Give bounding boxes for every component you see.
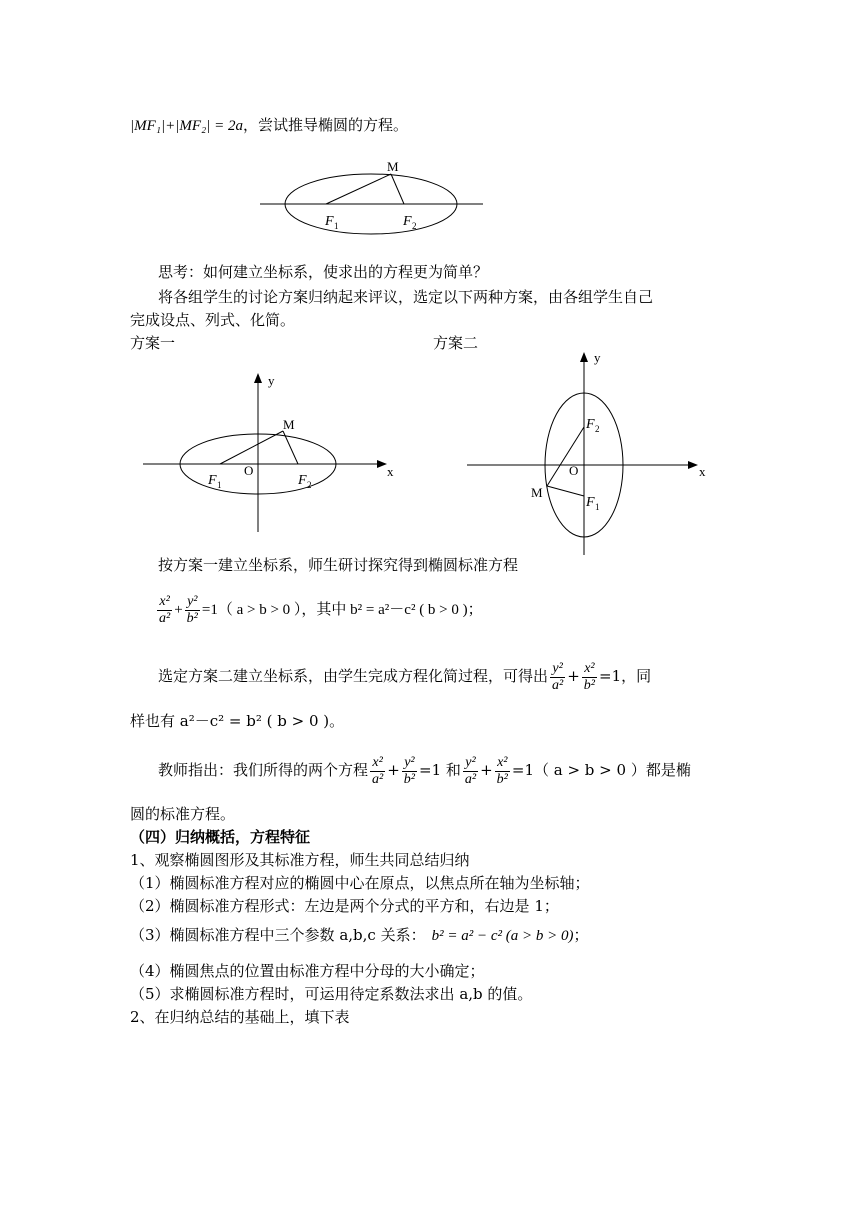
item-1: 1、观察椭圆图形及其标准方程，师生共同总结归纳 [130,851,470,869]
point-m-label: M [387,159,399,174]
discussion-paragraph-line1: 将各组学生的讨论方案归纳起来评议，选定以下两种方案，由各组学生自己 [158,288,654,306]
point-m-label: M [531,485,543,500]
focus-f1-label: F [208,473,217,488]
ellipse-figure-top [255,155,490,235]
plan-two-paragraph-line1: 选定方案二建立坐标系，由学生完成方程化简过程，可得出 $\frac{\text{y²}}{\text{a²}}$ + $\frac{\text{x²}}{\text{b²}}$ =1，同 [158,660,652,693]
focus-f2-subscript: 2 [307,480,312,490]
teacher-paragraph-line1: 教师指出：我们所得的两个方程 $\frac{\text{x²}}{\text{a²}}$ + $\frac{\text{y²}}{\text{b²}}$ =1 和 $\frac{\text{y²}}{\text{a²}}$ + $\frac{\text{x²}}{\text{b²}}$ =1（ a > b > 0 ）都是椭 [158,754,691,787]
plan-two-paragraph-line2: 样也有 a²－c² = b² ( b > 0 )。 [130,712,345,730]
focus-f1-subscript: 1 [334,221,339,231]
point-m-label: M [283,417,295,432]
item-2: 2、在归纳总结的基础上，填下表 [130,1008,350,1026]
x-axis-label: x [387,464,394,479]
plan-one-figure [140,365,400,535]
think-question: 思考：如何建立坐标系，使求出的方程更为简单？ [158,263,489,281]
section-title: （四）归纳概括，方程特征 [130,828,311,846]
sub-item-2: （2）椭圆标准方程形式：左边是两个分式的平方和，右边是 1； [130,897,559,915]
focus-f1-subscript: 1 [217,480,222,490]
focal-sum-equation: |MF₁|+|MF₂| = 2a [130,118,243,134]
sub-item-5: （5）求椭圆标准方程时，可运用待定系数法求出 a,b 的值。 [130,985,533,1003]
fraction-x2-a2: $\frac{\text{x²}}{\text{a²}}$ [159,594,171,627]
focus-f2-subscript: 2 [412,221,417,231]
sub-item-3: （3）椭圆标准方程中三个参数 a,b,c 关系： b² = a² − c² (a > b > 0)； [130,926,589,944]
top-line-text: ，尝试推导椭圆的方程。 [242,116,408,134]
plan-two-label: 方案二 [433,334,479,352]
standard-equation-horizontal: $\frac{\text{x²}}{\text{a²}}$ + $\frac{\text{y²}}{\text{b²}}$ =1（ a > b > 0 ），其中 b² = a²－c² ( b > 0 )； [159,594,483,627]
origin-label: O [244,463,254,478]
plan-one-label: 方案一 [130,334,176,352]
focus-f2-label: F [403,214,412,229]
discussion-paragraph-line2: 完成设点、列式、化简。 [130,311,296,329]
y-axis-label: y [268,373,275,388]
sub-item-4: （4）椭圆焦点的位置由标准方程中分母的大小确定； [130,962,485,980]
focus-f1-label: F [586,495,595,510]
plan-one-paragraph: 按方案一建立坐标系，师生研讨探究得到椭圆标准方程 [158,556,519,574]
focus-f2-label: F [586,417,595,432]
origin-label: O [569,463,579,478]
fraction-y2-b2: $\frac{\text{y²}}{\text{b²}}$ [186,594,198,627]
top-line [130,118,408,134]
focus-f1-label: F [325,214,334,229]
focus-f1-subscript: 1 [595,502,600,512]
plan-two-figure [460,345,720,560]
focus-f2-label: F [298,473,307,488]
teacher-paragraph-line2: 圆的标准方程。 [130,805,236,823]
focus-f2-subscript: 2 [595,424,600,434]
y-axis-label: y [594,350,601,365]
sub-item-1: （1）椭圆标准方程对应的椭圆中心在原点，以焦点所在轴为坐标轴； [130,874,590,892]
x-axis-label: x [699,464,706,479]
